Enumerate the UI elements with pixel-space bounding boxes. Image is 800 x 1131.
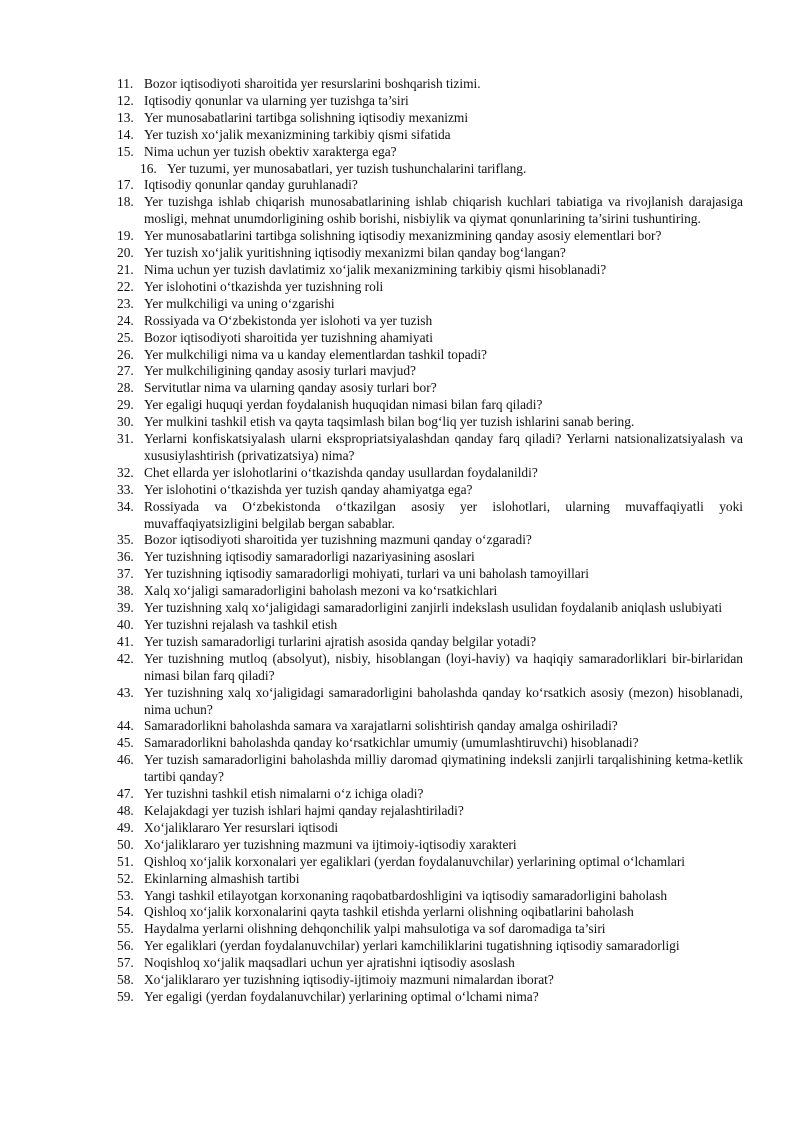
question-number: 57. [117,955,134,971]
question-text: Yer tuzish samaradorligi turlarini ajratish asosida qanday belgilar yotadi? [144,633,537,649]
question-number: 32. [117,464,134,480]
question-text: Yer tuzishning xalq xo‘jaligidagi samaradorligini zanjirli indekslash usulidan foydalanib aniqlash uslubiyati [144,600,723,616]
question-number: 30. [117,414,134,430]
question-text: Yer egaligi huquqi yerdan foydalanish huquqidan nimasi bilan farq qiladi? [144,397,543,413]
question-number: 46. [117,752,134,768]
question-item [117,735,743,752]
question-text: Servitutlar nima va ularning qanday asosiy turlari bor? [144,380,437,396]
question-number: 39. [117,600,134,616]
question-number: 40. [117,617,134,632]
question-item [117,532,743,549]
question-text: Yer mulkchiligi va uning o‘zgarishi [144,295,335,311]
question-number: 21. [117,261,134,277]
question-text: Yer tuzishning iqtisodiy samaradorligi nazariyasining asoslari [144,549,475,565]
question-item [117,904,743,921]
question-text: Iqtisodiy qonunlar qanday guruhlanadi? [144,177,358,193]
question-text: Yer islohotini o‘tkazishda yer tuzishning roli [144,278,384,294]
question-item [117,989,743,1006]
question-number: 18. [117,194,134,210]
question-text: Xo‘jaliklararo yer tuzishning iqtisodiy-ijtimoiy mazmuni nimalardan iborat? [144,972,554,988]
question-text: Bozor iqtisodiyoti sharoitida yer resurslarini boshqarish tizimi. [144,76,481,91]
question-number: 19. [117,228,134,244]
question-text: Yangi tashkil etilayotgan korxonaning raqobatbardoshligini va iqtisodiy samaradorligini baholash [144,887,668,903]
question-text: Qishloq xo‘jalik korxonalari yer egaliklari (yerdan foydalanuvchilar) yerlarining optimal o‘lchamlari [144,853,686,869]
question-number: 15. [117,143,134,159]
question-list [117,76,743,1006]
question-number: 56. [117,938,134,954]
question-text: Iqtisodiy qonunlar va ularning yer tuzishga ta’siri [144,92,409,108]
question-item [117,786,743,803]
question-item [117,296,743,313]
question-text: Yer egaliklari (yerdan foydalanuvchilar) yerlari kamchiliklarini tugatishning iqtisodiy samaradorligi [144,938,680,954]
question-text: Yer mulkchiligi nima va u kanday elementlardan tashkil topadi? [144,346,487,362]
question-item [117,803,743,820]
question-number: 59. [117,988,134,1004]
question-item [117,397,743,414]
question-text: Ekinlarning almashish tartibi [144,870,300,886]
question-item [117,685,743,719]
question-number: 31. [117,431,134,447]
question-number: 52. [117,870,134,886]
question-item [117,380,743,397]
question-item [117,228,743,245]
question-number: 41. [117,633,134,649]
question-text: Rossiyada va O‘zbekistonda o‘tkazilgan asosiy yer islohotlari, ularning muvaffaqiyatli yoki muvaffaqiyatsizligini belgilab bergan sabablar. [144,498,743,531]
question-item [117,177,743,194]
question-number: 51. [117,853,134,869]
question-text: Yer mulkini tashkil etish va qayta taqsimlash bilan bog‘liq yer tuzish ishlarini sanab bering. [144,414,635,430]
question-item [117,938,743,955]
question-text: Yer munosabatlarini tartibga solishning iqtisodiy mexanizmi [144,109,469,125]
question-item [117,363,743,380]
question-number: 47. [117,786,134,802]
question-number: 25. [117,329,134,345]
question-text: Nima uchun yer tuzish obektiv xarakterga ega? [144,143,397,159]
question-number: 44. [117,718,134,734]
question-item [117,752,743,786]
question-text: Yer islohotini o‘tkazishda yer tuzish qanday ahamiyatga ega? [144,481,473,497]
question-item [117,431,743,465]
question-item [117,888,743,905]
question-text: Yer egaligi (yerdan foydalanuvchilar) yerlarining optimal o‘lchami nima? [144,988,539,1004]
question-text: Yer tuzish xo‘jalik mexanizmining tarkibiy qismi sifatida [144,126,451,142]
question-item [117,245,743,262]
question-item [117,600,743,617]
question-text: Bozor iqtisodiyoti sharoitida yer tuzishning mazmuni qanday o‘zgaradi? [144,532,532,548]
question-number: 29. [117,397,134,413]
question-text: Yer tuzishning iqtisodiy samaradorligi mohiyati, turlari va uni baholash tamoyillari [144,566,589,582]
question-item [117,313,743,330]
question-text: Yer tuzumi, yer munosabatlari, yer tuzish tushunchalarini tariflang. [167,160,527,176]
question-number: 14. [117,126,134,142]
question-number: 22. [117,278,134,294]
question-item [117,583,743,600]
question-item [117,262,743,279]
question-number: 48. [117,802,134,818]
question-item [117,921,743,938]
question-number: 53. [117,887,134,903]
question-text: Samaradorlikni baholashda samara va xarajatlarni solishtirish qanday amalga oshiriladi? [144,718,618,734]
question-item [117,955,743,972]
question-number: 28. [117,380,134,396]
question-item [117,566,743,583]
question-text: Yer tuzish xo‘jalik yuritishning iqtisodiy mexanizmi bilan qanday bog‘langan? [144,245,566,261]
question-text: Nima uchun yer tuzish davlatimiz xo‘jalik mexanizmining tarkibiy qismi hisoblanadi? [144,261,607,277]
question-text: Bozor iqtisodiyoti sharoitida yer tuzishning ahamiyati [144,329,433,345]
question-item [117,279,743,296]
question-item [117,465,743,482]
question-text: Samaradorlikni baholashda qanday ko‘rsatkichlar umumiy (umumlashtiruvchi) hisoblanadi? [144,735,639,751]
question-number: 50. [117,836,134,852]
question-item [117,127,743,144]
question-number: 42. [117,650,134,666]
question-text: Yerlarni konfiskatsiyalash ularni ekspropriatsiyalashdan qanday farq qiladi? Yerlarni natsionalizatsiyalash va xususiylashtirish (privatizatsiya) nima? [144,431,743,463]
question-text: Yer tuzishni rejalash va tashkil etish [144,617,338,632]
question-item [117,617,743,634]
question-number: 49. [117,819,134,835]
question-item [117,347,743,364]
question-number: 33. [117,481,134,497]
question-number: 12. [117,92,134,108]
question-item [117,972,743,989]
question-text: Yer tuzishni tashkil etish nimalarni o‘z ichiga oladi? [144,786,424,802]
question-text: Haydalma yerlarni olishning dehqonchilik yalpi mahsulotiga va sof daromadiga ta’siri [144,921,606,937]
question-number: 35. [117,532,134,548]
question-text: Yer munosabatlarini tartibga solishning iqtisodiy mexanizmining qanday asosiy elementlari bor? [144,228,662,244]
question-text: Yer tuzishning mutloq (absolyut), nisbiy, hisoblangan (loyi-haviy) va haqiqiy samaradorliklari bir-birlaridan nimasi bilan farq qiladi? [144,650,743,683]
question-number: 43. [117,684,134,700]
question-text: Yer tuzishga ishlab chiqarish munosabatlarining ishlab chiqarish kuchlari tabiatiga va rivojlanish darajasiga mosligi, mehnat unumdorligining oshib borishi, nisbiylik va qiymat qonunlarining ta’sirini tushuntiring. [144,194,743,227]
question-text: Yer tuzishning xalq xo‘jaligidagi samaradorligini baholashda qanday ko‘rsatkich asosiy (mezon) hisoblanadi, nima uchun? [144,684,743,717]
question-item [117,549,743,566]
question-item [117,93,743,110]
question-item [117,414,743,431]
question-item [117,820,743,837]
question-number: 17. [117,177,134,193]
question-item [117,76,743,93]
question-number: 24. [117,312,134,328]
question-text: Noqishloq xo‘jalik maqsadlari uchun yer ajratishni iqtisodiy asoslash [144,955,515,971]
question-item [117,871,743,888]
question-item [117,194,743,228]
question-item [117,330,743,347]
question-text: Qishloq xo‘jalik korxonalarini qayta tashkil etishda yerlarni olishning oqibatlarini baholash [144,904,634,920]
question-number: 36. [117,549,134,565]
question-text: Kelajakdagi yer tuzish ishlari hajmi qanday rejalashtiriladi? [144,802,464,818]
question-text: Xo‘jaliklararo Yer resurslari iqtisodi [144,819,339,835]
question-item [117,161,743,178]
question-number: 54. [117,904,134,920]
question-text: Xo‘jaliklararo yer tuzishning mazmuni va ijtimoiy-iqtisodiy xarakteri [144,836,517,852]
question-text: Yer tuzish samaradorligini baholashda milliy daromad qiymatining indeksli zanjirli tarqalishining ketma-ketlik tartibi qanday? [144,752,743,785]
question-number: 13. [117,109,134,125]
question-number: 16. [140,160,157,176]
question-text: Yer mulkchiligining qanday asosiy turlari mavjud? [144,363,416,379]
question-text: Xalq xo‘jaligi samaradorligini baholash mezoni va ko‘rsatkichlari [144,583,498,599]
question-number: 23. [117,295,134,311]
question-item [117,854,743,871]
question-number: 37. [117,566,134,582]
question-number: 11. [117,76,134,91]
question-number: 34. [117,498,134,514]
question-text: Chet ellarda yer islohotlarini o‘tkazishda qanday usullardan foydalanildi? [144,464,538,480]
question-item [117,110,743,127]
question-text: Rossiyada va O‘zbekistonda yer islohoti va yer tuzish [144,312,433,328]
question-item [117,482,743,499]
question-item [117,718,743,735]
question-item [117,144,743,161]
question-number: 27. [117,363,134,379]
question-number: 55. [117,921,134,937]
question-item [117,499,743,533]
question-number: 26. [117,346,134,362]
question-number: 20. [117,245,134,261]
question-item [117,651,743,685]
question-item [117,837,743,854]
question-number: 38. [117,583,134,599]
question-item [117,634,743,651]
question-number: 45. [117,735,134,751]
question-number: 58. [117,972,134,988]
